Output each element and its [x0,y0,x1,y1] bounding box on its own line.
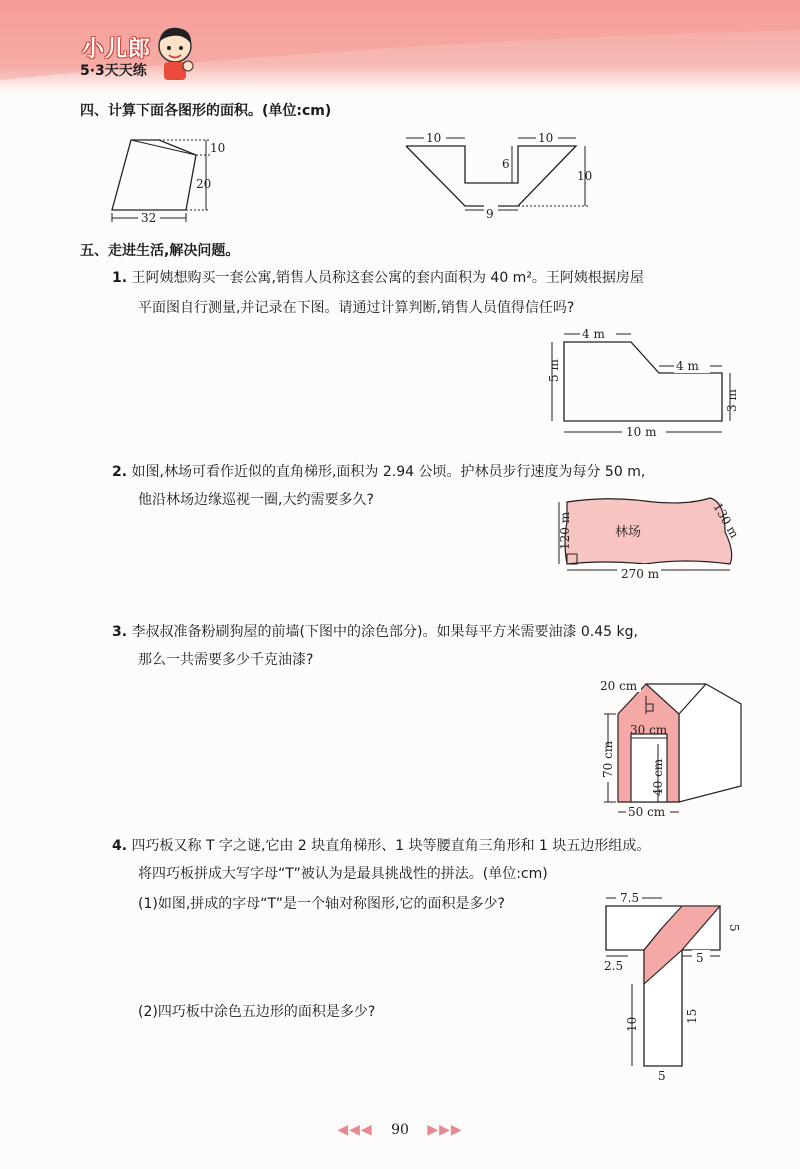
q3-text1: 李叔叔准备粉刷狗屋的前墙(下图中的涂色部分)。如果每平方米需要油漆 0.45 kg, [131,624,638,640]
q3-label-width: 50 cm [628,805,666,819]
fig2-label-right-top: 10 [538,131,554,145]
section4-figure1 [100,130,230,225]
q2-number: 2. [112,464,128,480]
q1-label-left: 5 m [547,359,561,382]
q4-sub1: (1)如图,拼成的字母“T”是一个轴对称图形,它的面积是多少? [138,896,505,912]
q2-label-right: 130 m [710,500,742,541]
q1-label-bottom: 10 m [626,425,657,439]
q4-label-bottom: 5 [658,1069,666,1083]
q1-label-right: 3 m [725,389,739,412]
q1-floorplan [540,322,750,442]
fig2-label-height: 10 [577,169,593,183]
q2-forest-label: 林场 [615,525,642,540]
q3-number: 3. [112,624,128,640]
q4-label-left-bottom: 2.5 [604,959,624,973]
q3-line1 [112,618,638,646]
q4-label-stem-left: 10 [625,1016,639,1032]
q4-text1: 四巧板又称 T 字之谜,它由 2 块直角梯形、1 块等腰直角三角形和 1 块五边形组成。 [131,838,651,854]
q4-label-top: 7.5 [620,891,640,905]
q3-line2: 那么一共需要多少千克油漆? [138,652,314,668]
q1-number: 1. [112,270,128,286]
q4-number: 4. [112,838,128,854]
fig1-label-top: 10 [210,141,226,155]
fig2-label-left-top: 10 [426,131,442,145]
fig1-label-bottom: 32 [141,211,157,225]
fig2-label-notch: 6 [502,157,510,171]
q3-label-roof: 20 cm [600,679,638,693]
q1-label-top: 4 m [582,327,605,341]
section4-title: 四、计算下面各图形的面积。(单位:cm) [80,103,332,119]
q2-label-bottom: 270 m [621,567,660,581]
q1-line1 [112,264,644,292]
fig1-label-right: 20 [196,177,212,191]
section4-figure2 [400,128,600,228]
next-arrows-icon: ▶▶▶ [427,1122,463,1138]
q4-line2: 将四巧板拼成大写字母“T”被认为是最具挑战性的拼法。(单位:cm) [138,866,548,882]
q2-label-left: 120 m [558,511,572,550]
q3-label-height: 70 cm [601,740,615,778]
q1-line2: 平面图自行测量,并记录在下图。请通过计算判断,销售人员值得信任吗? [138,300,575,316]
series-label: 5·3天天练 [80,63,147,79]
page-footer [0,1122,800,1138]
q4-line1 [112,832,650,860]
q2-text1: 如图,林场可看作近似的直角梯形,面积为 2.94 公顷。护林员步行速度为每分 50 m, [131,464,646,480]
q1-text1: 王阿姨想购买一套公寓,销售人员称这套公寓的套内面积为 40 m²。王阿姨根据房屋 [131,270,644,286]
section5-title: 五、走进生活,解决问题。 [80,243,240,259]
q2-line1 [112,458,645,486]
mascot-icon [150,22,200,82]
q3-label-door-w: 30 cm [630,723,668,737]
q4-tangram-T-figure [592,884,752,1084]
q3-label-door-h: 40 cm [651,758,665,796]
q2-line2: 他沿林场边缘巡视一圈,大约需要多久? [138,492,374,508]
brand-logo: 小儿郎 [82,37,152,62]
q4-label-right-bottom: 5 [696,951,704,965]
prev-arrows-icon: ◀◀◀ [337,1122,373,1138]
q1-label-mid: 4 m [676,359,699,373]
q4-label-stem-right: 15 [685,1008,699,1024]
q3-doghouse-figure [596,674,756,829]
q2-forest-figure [545,492,745,587]
q4-label-right: 5 [727,924,741,932]
q4-sub2: (2)四巧板中涂色五边形的面积是多少? [138,1004,376,1020]
page-number: 90 [391,1122,409,1138]
fig2-label-bottom: 9 [486,207,494,221]
